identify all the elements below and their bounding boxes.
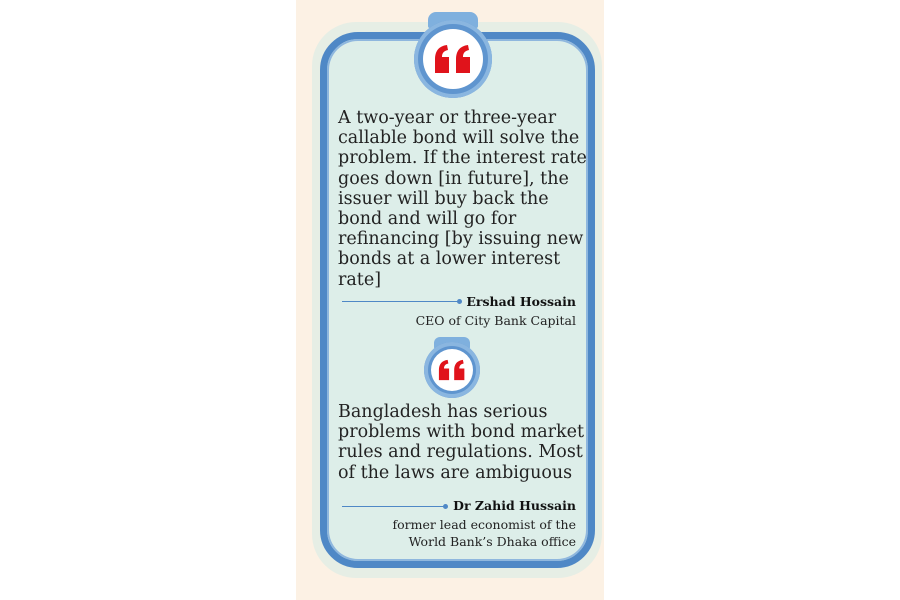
quote-1-text: A two-year or three-year callable bond will solve the problem. If the interest rate goes down [in future], the issuer will buy back the bond and will go for refinancing [by issuing new bonds at a lower interest rate] (338, 108, 587, 290)
quote-badge-2-inner (431, 349, 473, 391)
quote-badge-1-inner (423, 29, 483, 89)
right-margin (604, 0, 900, 600)
quote-2-name: Dr Zahid Hussain (453, 498, 576, 513)
quote-mark-icon (436, 358, 468, 382)
quote-1-name: Ershad Hossain (466, 294, 576, 309)
left-margin (0, 0, 296, 600)
quote-2-text: Bangladesh has serious problems with bond market rules and regulations. Most of the laws are ambiguous (338, 402, 584, 483)
quote-1-role: CEO of City Bank Capital (415, 313, 576, 328)
quote-2-role-line-1: former lead economist of the (392, 517, 576, 532)
quote-mark-icon (431, 43, 475, 75)
quote-2-role-line-2: World Bank’s Dhaka office (408, 534, 576, 549)
